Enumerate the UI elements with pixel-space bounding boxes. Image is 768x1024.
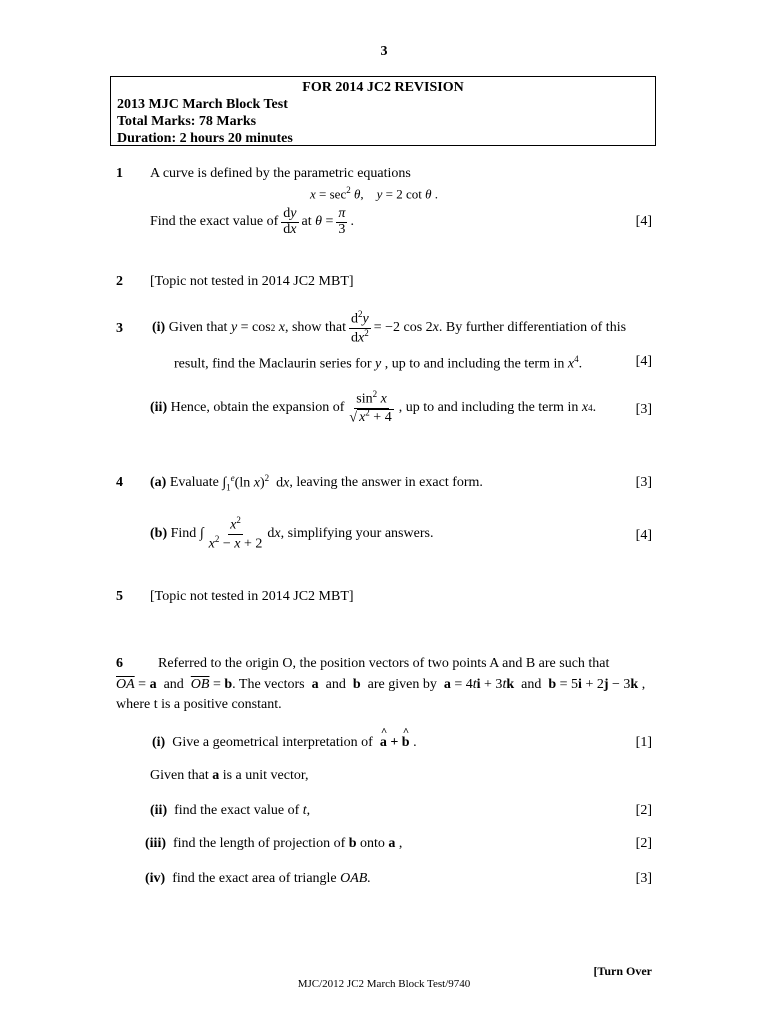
q2-text: [Topic not tested in 2014 JC2 MBT] (150, 274, 354, 289)
q1-find-line: Find the exact value of $\frac{dy}{dx}$ at θ = $\frac{\pi}{3}$ . (150, 205, 354, 237)
q3-ii-label: (ii) (150, 400, 168, 415)
q4-a-line (150, 468, 483, 498)
q6-ii-text: find the exact value of (174, 803, 300, 818)
header-test-name: 2013 MJC March Block Test (117, 97, 288, 112)
q5-number: 5 (116, 589, 123, 604)
q6-i-text: Give a geometrical interpretation of (172, 735, 373, 750)
q6-i-label: (i) (152, 735, 166, 750)
q6-iv-label: (iv) (145, 871, 166, 886)
q6-iii-onto: onto (360, 836, 385, 851)
q5-text: [Topic not tested in 2014 JC2 MBT] (150, 589, 354, 604)
q6-iii-line: (iii) find the length of projection of b onto a , (145, 836, 403, 851)
q4-a-text: Evaluate (169, 475, 219, 490)
turn-over-label: [Turn Over (593, 964, 652, 978)
q6-given-line: Given that a is a unit vector, (150, 768, 309, 783)
q6-and-1: and (163, 677, 184, 692)
q4-b-label: (b) (150, 526, 168, 541)
header-title: FOR 2014 JC2 REVISION (302, 80, 464, 95)
exam-header-box (110, 76, 656, 146)
q6-iv-text: find the exact area of triangle (172, 871, 337, 886)
q4-a-marks: [3] (635, 475, 652, 490)
q6-i-line: (i) Give a geometrical interpretation of ^ a + ^ b . (152, 735, 417, 751)
q4-a-after: , leaving the answer in exact form. (289, 475, 483, 490)
pi-over-3-fraction: $\frac{\pi}{3}$ (338, 205, 346, 237)
header-duration: Duration: 2 hours 20 minutes (117, 131, 293, 146)
q4-a-label: (a) (150, 475, 167, 490)
q2-number: 2 (116, 274, 123, 289)
integral-1-to-e: $\int_1^e(\ln$ x)$^2$ dx (222, 473, 290, 493)
q3-i-label: (i) (152, 320, 166, 335)
q4-b-marks: [4] (635, 528, 652, 543)
q4-b-text: Find (170, 526, 197, 541)
q6-and-3: and (521, 677, 542, 692)
dy-dx-fraction: $\frac{dy}{dx}$ (283, 205, 297, 237)
q6-and-2: and (325, 677, 346, 692)
q6-iii-label: (iii) (145, 836, 166, 851)
q1-equations: $x = \sec^2 \theta$, y = 2 cot θ . (310, 185, 438, 202)
page-footer: MJC/2012 JC2 March Block Test/9740 (297, 978, 471, 990)
q6-ii-marks: [2] (635, 803, 652, 818)
q6-line3: where t is a positive constant. (116, 697, 282, 712)
q3-i-line2b: , up to and including the term in (384, 356, 565, 372)
q3-ii-marks: [3] (635, 402, 652, 417)
q3-i-line2a: result, find the Maclaurin series for (174, 356, 372, 372)
q6-ii-label: (ii) (150, 803, 168, 818)
q6-line2: $\overline{OA} = a$ and $\overline{OB} = b$. The vectors a and b are given by a = 4ti + 3tk and b = 5i + 2j − 3k , (116, 677, 646, 692)
q1-text: A curve is defined by the parametric equations (150, 166, 411, 181)
q6-given-by: are given by (367, 677, 437, 692)
q6-triangle-name: OAB. (340, 871, 371, 886)
q6-intro: Referred to the origin O, the position vectors of two points A and B are such that (158, 656, 610, 671)
q3-i-line2: result, find the Maclaurin series for y , up to and including the term in $x^4$. (174, 354, 583, 372)
q1-number: 1 (116, 166, 123, 181)
q4-b-after: , simplifying your answers. (280, 526, 434, 541)
q3-i-given: Given that (168, 320, 228, 335)
q1-at-text: at (301, 214, 312, 229)
q3-number: 3 (116, 321, 123, 336)
q6-given-that: Given that (150, 768, 209, 783)
q6-iii-marks: [2] (635, 836, 652, 851)
q3-i-further: . By further differentiation of this (438, 320, 627, 335)
page-number: 3 (380, 44, 388, 59)
q4-number: 4 (116, 475, 123, 490)
sin2x-over-sqrt-fraction: $\frac{\sin^2 x}{√ x^2 + 4}$ (349, 389, 392, 426)
q6-ii-line: (ii) find the exact value of t, (150, 803, 311, 818)
q6-number: 6 (116, 656, 123, 671)
d2y-dx2-fraction: $\frac{d^2y}{dx^2}$ (351, 309, 369, 346)
header-total-marks: Total Marks: 78 Marks (117, 114, 257, 129)
q6-i-marks: [1] (635, 735, 652, 750)
q3-ii-line: (ii) Hence, obtain the expansion of $\frac{\sin^2 x}{√ x^2 + 4}$ , up to and including the term in x 4 . (150, 389, 597, 426)
x2-over-quadratic-fraction: $\frac{x^2}{x^2 - x + 2}$ (208, 515, 263, 552)
q3-ii-after: , up to and including the term in (398, 400, 579, 415)
q6-iv-line (145, 871, 371, 887)
q3-i-marks: [4] (635, 354, 652, 369)
q3-ii-text: Hence, obtain the expansion of (170, 400, 345, 415)
q3-i-show: , show that (284, 320, 346, 335)
q4-b-line: (b) Find ∫ $\frac{x^2}{x^2 - x + 2}$ d x , simplifying your answers. (150, 515, 434, 552)
q3-i-line1: (i) Given that y = cos 2 x , show that $\frac{d^2y}{dx^2}$ = −2 cos 2 x . By further differentiation of this (152, 309, 627, 346)
q6-unit-vector-text: is a unit vector, (222, 768, 309, 783)
q1-marks: [4] (635, 214, 652, 229)
q1-find-text: Find the exact value of (150, 214, 279, 229)
q6-iii-text: find the length of projection of (173, 836, 346, 851)
q6-vectors-text: . The vectors (232, 677, 305, 692)
q6-iv-marks: [3] (635, 871, 652, 886)
